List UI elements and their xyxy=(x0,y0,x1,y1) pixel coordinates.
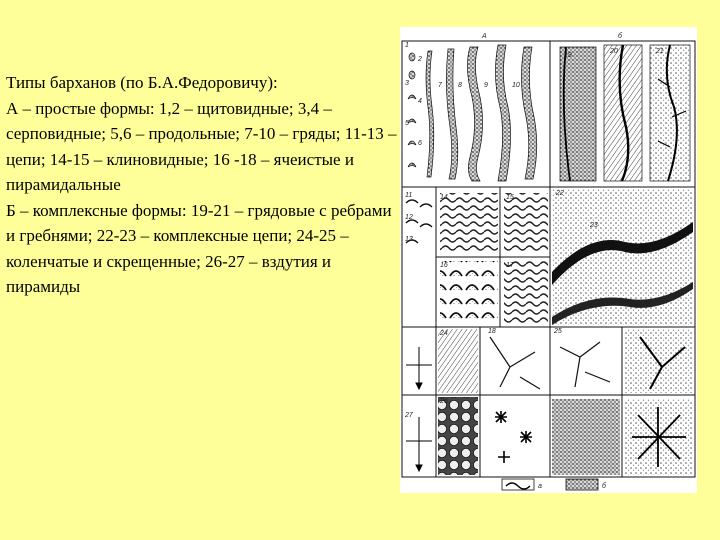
panel-label-22: 22 xyxy=(556,190,564,197)
panel-label-17: 17 xyxy=(506,262,514,269)
panel-label-12: 12 xyxy=(405,214,413,221)
complex-ridges-panel xyxy=(560,45,690,181)
chain-forms-panel xyxy=(404,193,548,323)
cellular-pyramidal-panel xyxy=(438,397,693,475)
panel-label-20: 20 xyxy=(610,48,618,55)
panel-label-8: 8 xyxy=(458,82,462,89)
panel-label-19: 19 xyxy=(564,52,572,59)
caption xyxy=(6,70,401,300)
panel-label-24: 24 xyxy=(440,330,448,337)
panel-label-9: 9 xyxy=(484,82,488,89)
panel-label-21: 21 xyxy=(656,48,664,55)
dune-types-figure xyxy=(400,27,697,493)
panel-label-25: 25 xyxy=(554,328,562,335)
legend-a: а xyxy=(538,483,542,490)
panel-label-14: 14 xyxy=(440,194,448,201)
panel-label-11: 11 xyxy=(405,192,413,199)
complex-chains-panel xyxy=(552,189,693,325)
header-b: б xyxy=(618,33,622,40)
panel-label-23: 23 xyxy=(590,222,598,229)
panel-label-7: 7 xyxy=(438,82,442,89)
legend xyxy=(502,479,607,490)
dune-types-diagram xyxy=(400,27,697,493)
panel-label-5: 5 xyxy=(405,120,409,127)
panel-label-3: 3 xyxy=(405,80,409,87)
simple-forms-panel xyxy=(408,45,537,181)
panel-label-6: 6 xyxy=(418,140,422,147)
panel-label-13: 13 xyxy=(405,236,413,243)
oblique-forms-panel xyxy=(438,329,693,393)
header-a: А xyxy=(482,33,487,40)
wind-arrows xyxy=(406,347,432,471)
caption-group-a: А – простые формы: 1,2 – щитовидные; 3,4 – серповидные; 5,6 – продольные; 7-10 – гряды; 11-13 – цепи; 14-15 – клиновидные; 16 -18 – ячеистые и пирамидальные xyxy=(6,98,397,194)
caption-group-b: Б – комплексные формы: 19-21 – грядовые с ребрами и гребнями; 22-23 – комплексные цепи; 24-25 – коленчатые и скрещенные; 26-27 – вздутия и пирамиды xyxy=(6,200,392,296)
legend-b: б xyxy=(602,483,606,490)
panel-label-15: 15 xyxy=(506,194,514,201)
panel-label-26: 26 xyxy=(440,398,448,405)
panel-label-1: 1 xyxy=(405,42,409,49)
panel-label-18: 18 xyxy=(488,328,496,335)
panel-label-16: 16 xyxy=(440,262,448,269)
panel-label-27: 27 xyxy=(405,412,413,419)
panel-label-10: 10 xyxy=(512,82,520,89)
panel-label-4: 4 xyxy=(418,98,422,105)
panel-label-2: 2 xyxy=(418,56,422,63)
caption-title: Типы барханов (по Б.А.Федоровичу): xyxy=(6,73,278,92)
